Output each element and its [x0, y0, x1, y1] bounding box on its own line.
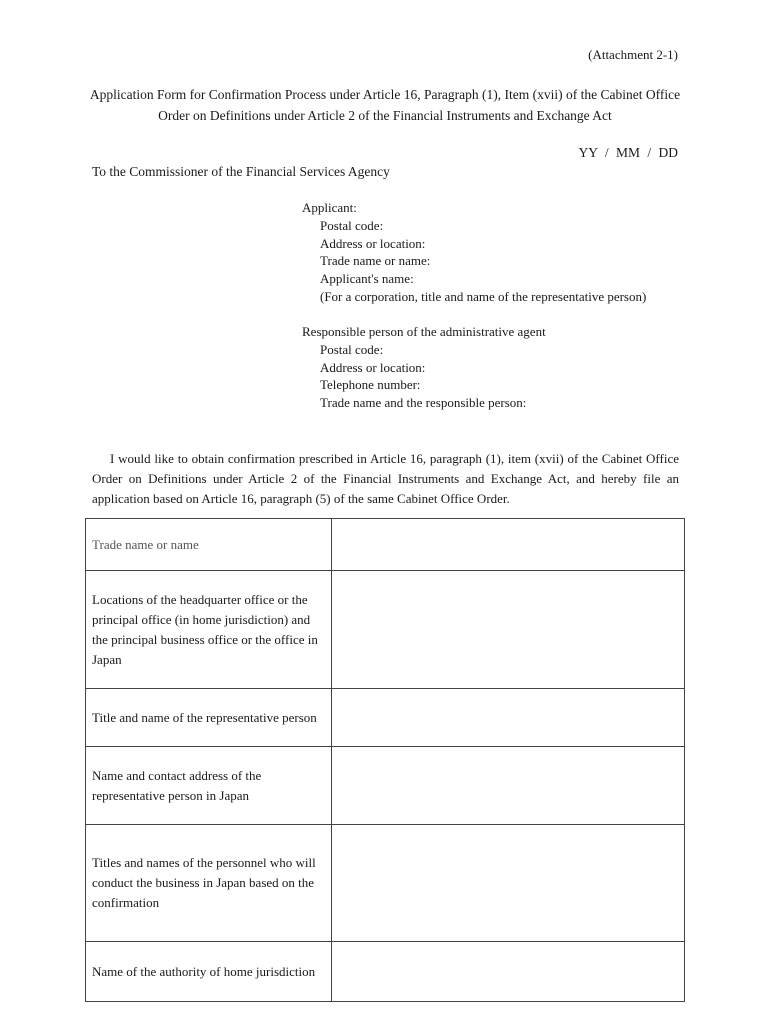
form-title-line-1: Application Form for Confirmation Process under Article 16, Paragraph (1), Item (xvii) of the Cabinet Office [89, 87, 681, 102]
agent-trade-name-responsible: Trade name and the responsible person: [320, 395, 527, 411]
table-row [86, 571, 685, 689]
application-table [85, 518, 685, 1002]
row-label-representative: Title and name of the representative person [86, 689, 332, 747]
row-label-personnel: Titles and names of the personnel who will conduct the business in Japan based on the confirmation [86, 825, 332, 942]
applicant-heading: Applicant: [302, 200, 357, 215]
row-value-authority[interactable] [332, 942, 685, 1002]
agent-postal-code: Postal code: [320, 341, 384, 357]
form-title [0, 84, 770, 126]
applicant-address: Address or location: [320, 235, 426, 251]
row-value-representative[interactable] [332, 689, 685, 747]
table-row [86, 942, 685, 1002]
table-row [86, 747, 685, 825]
row-value-locations[interactable] [332, 571, 685, 689]
row-label-japan-contact: Name and contact address of the representative person in Japan [86, 747, 332, 825]
row-value-trade-name[interactable] [332, 519, 685, 571]
applicant-trade-name: Trade name or name: [320, 253, 431, 269]
addressee: To the Commissioner of the Financial Services Agency [92, 164, 390, 179]
row-label-trade-name: Trade name or name [86, 519, 332, 571]
agent-telephone: Telephone number: [320, 377, 421, 393]
table-row [86, 519, 685, 571]
agent-heading: Responsible person of the administrative agent [302, 324, 546, 339]
agent-block [302, 323, 546, 412]
applicant-postal-code: Postal code: [320, 217, 384, 233]
applicant-block [302, 199, 646, 306]
application-statement: I would like to obtain confirmation prescribed in Article 16, paragraph (1), item (xvii) of the Cabinet Office Order on Definitions under Article 2 of the Financial Instruments and Exchange Act, and hereby file an application based on Article 16, paragraph (5) of the same Cabinet Office Order. [92, 451, 679, 506]
agent-address: Address or location: [320, 359, 426, 375]
row-value-personnel[interactable] [332, 825, 685, 942]
table-row [86, 825, 685, 942]
applicant-name: Applicant's name: [320, 271, 414, 287]
attachment-label: (Attachment 2-1) [588, 47, 678, 62]
table-row [86, 689, 685, 747]
date-line: YY / MM / DD [578, 145, 678, 160]
form-title-line-2: Order on Definitions under Article 2 of the Financial Instruments and Exchange Act [158, 108, 612, 123]
row-label-authority: Name of the authority of home jurisdiction [86, 942, 332, 1002]
applicant-corporation-note: (For a corporation, title and name of the representative person) [320, 288, 647, 304]
row-label-locations: Locations of the headquarter office or the principal office (in home jurisdiction) and the principal business office or the office in Japan [86, 571, 332, 689]
row-value-japan-contact[interactable] [332, 747, 685, 825]
